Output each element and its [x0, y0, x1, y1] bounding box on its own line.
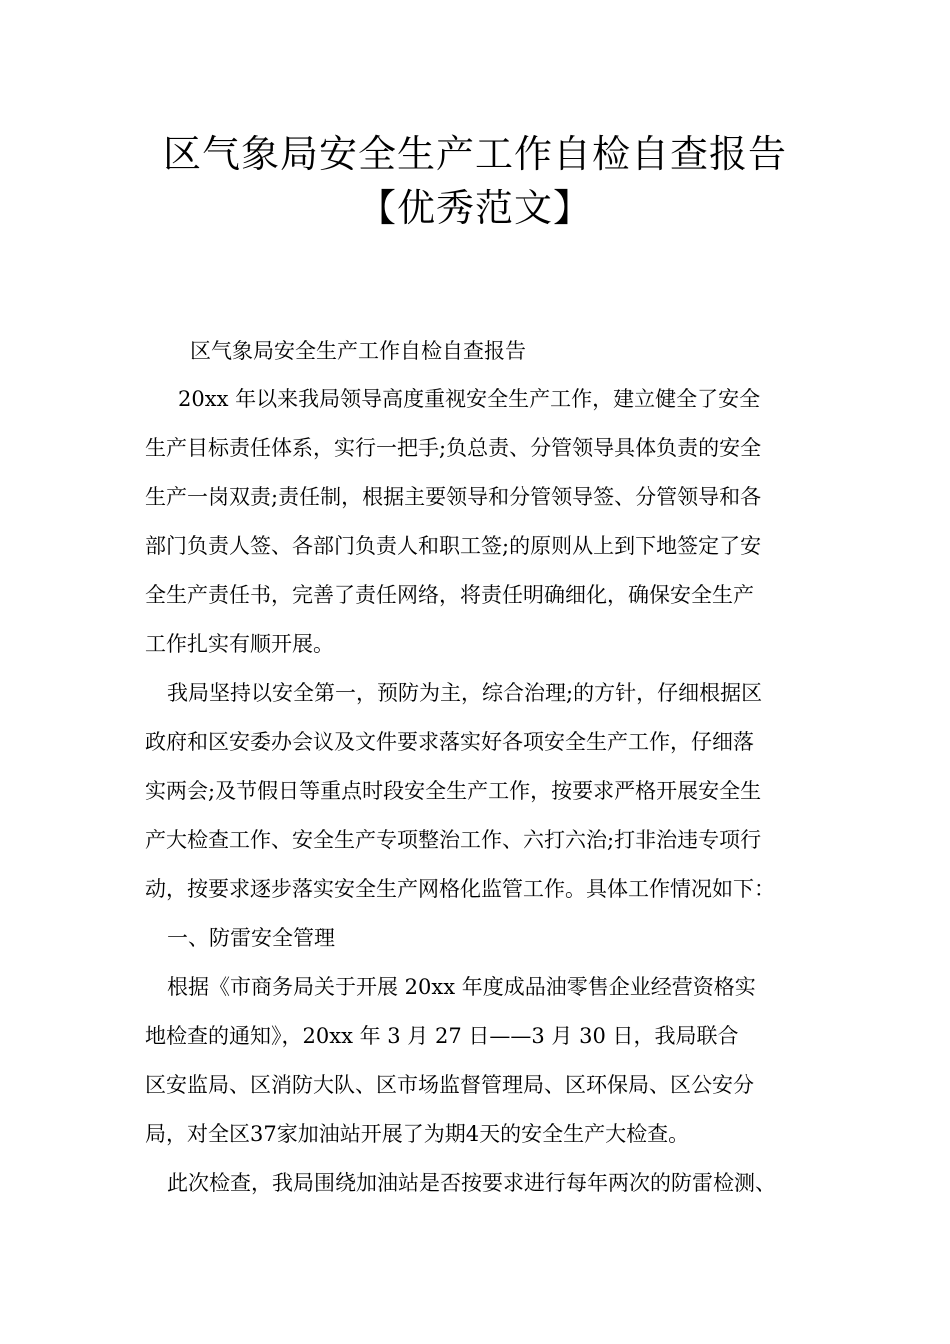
section-heading: 一、防雷安全管理 [167, 926, 335, 950]
body-line: 根据《市商务局关于开展 20xx 年度成品油零售企业经营资格实 [167, 975, 756, 999]
body-line: 我局坚持以安全第一，预防为主，综合治理;的方针，仔细根据区 [167, 681, 763, 705]
body-line: 此次检查，我局围绕加油站是否按要求进行每年两次的防雷检测、 [167, 1171, 776, 1195]
document-title-line-1: 区气象局安全生产工作自检自查报告 [162, 132, 787, 176]
body-line: 局，对全区37家加油站开展了为期4天的安全生产大检查。 [145, 1122, 690, 1146]
document-title-line-2: 【优秀范文】 [357, 186, 592, 230]
body-line: 20xx 年以来我局领导高度重视安全生产工作，建立健全了安全 [178, 387, 761, 411]
body-line: 生产目标责任体系，实行一把手;负总责、分管领导具体负责的安全 [145, 436, 762, 460]
body-line: 实两会;及节假日等重点时段安全生产工作，按要求严格开展安全生 [145, 779, 762, 803]
body-line: 全生产责任书，完善了责任网络，将责任明确细化，确保安全生产 [145, 583, 754, 607]
body-line: 工作扎实有顺开展。 [145, 632, 334, 656]
body-line: 生产一岗双责;责任制，根据主要领导和分管领导签、分管领导和各 [145, 485, 762, 509]
body-line: 部门负责人签、各部门负责人和职工签;的原则从上到下地签定了安 [145, 534, 762, 558]
body-line: 地检查的通知》，20xx 年 3 月 27 日——3 月 30 日，我局联合 [145, 1024, 739, 1048]
body-line: 产大检查工作、安全生产专项整治工作、六打六治;打非治违专项行 [145, 828, 762, 852]
body-line: 区安监局、区消防大队、区市场监督管理局、区环保局、区公安分 [145, 1073, 754, 1097]
subtitle-line: 区气象局安全生产工作自检自查报告 [190, 339, 526, 363]
body-line: 动，按要求逐步落实安全生产网格化监管工作。具体工作情况如下： [145, 877, 775, 901]
body-line: 政府和区安委办会议及文件要求落实好各项安全生产工作，仔细落 [145, 730, 754, 754]
